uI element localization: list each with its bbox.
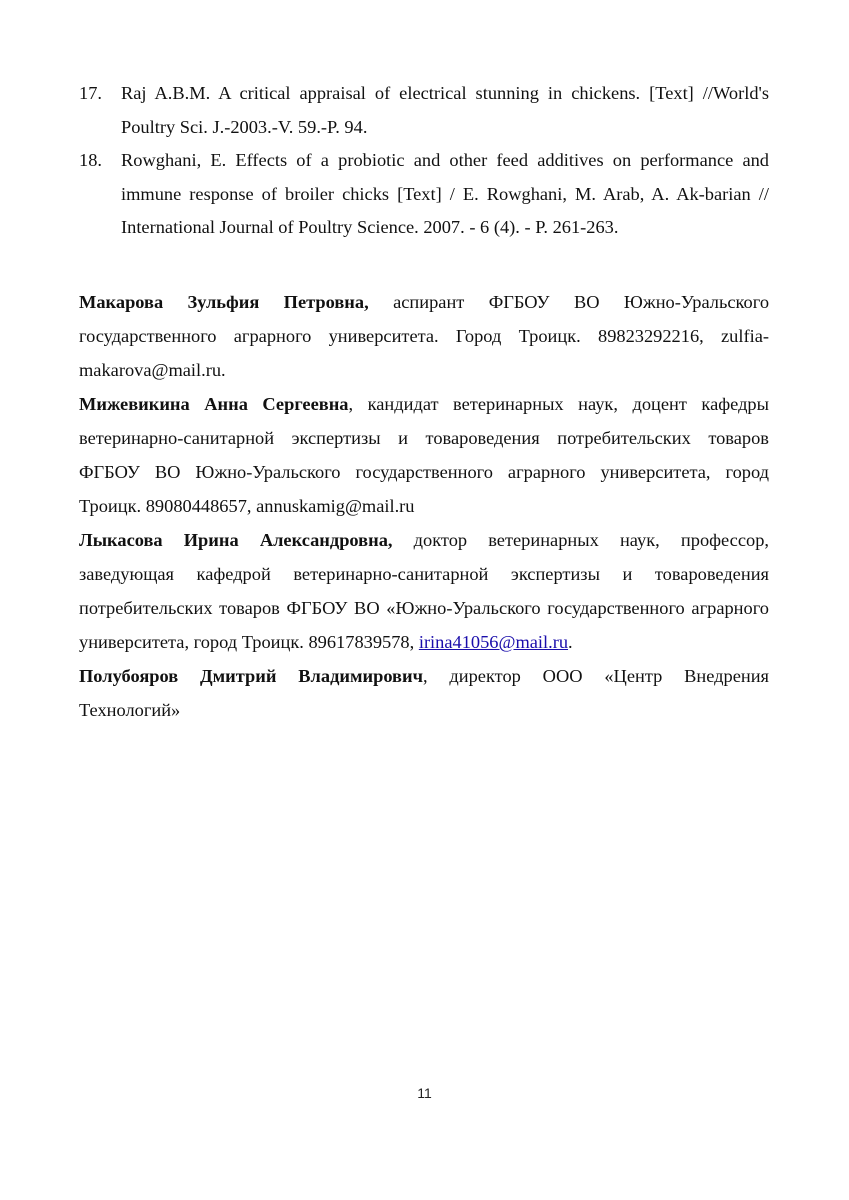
reference-text: Raj A.B.M. A critical appraisal of electrical stunning in chickens. [Text] //World's Poultry Sci. J.-2003.-V. 59.-P. 94. bbox=[121, 83, 769, 137]
page-number: 11 bbox=[417, 1085, 432, 1101]
author-email-link[interactable]: irina41056@mail.ru bbox=[418, 632, 569, 652]
author-name: Мижевикина Анна Сергеевна bbox=[79, 394, 349, 414]
author-entry bbox=[79, 523, 769, 659]
author-name: Лыкасова Ирина Александровна, bbox=[79, 530, 393, 550]
author-entry bbox=[79, 387, 769, 523]
reference-item bbox=[79, 144, 769, 245]
author-name: Макарова Зульфия Петровна, bbox=[79, 292, 369, 312]
author-entry bbox=[79, 285, 769, 387]
reference-list bbox=[79, 77, 769, 245]
reference-number: 17. bbox=[79, 83, 102, 103]
author-description: доктор ветеринарных наук, профессор, заведующая кафедрой ветеринарно-санитарной экспертизы и товароведения потребительских товаров ФГБОУ ВО «Южно-Уральского государственного аграрного университета, город Троицк. 89617839578, bbox=[79, 530, 769, 652]
reference-number: 18. bbox=[79, 150, 102, 170]
author-description: , директор ООО «Центр Внедрения Технологий» bbox=[79, 666, 769, 720]
reference-text: Rowghani, E. Effects of a probiotic and other feed additives on performance and immune response of broiler chicks [Text] / E. Rowghani, M. Arab, A. Ak-barian // International Journal of Poultry Science. 2007. - 6 (4). - P. 261-263. bbox=[121, 150, 769, 237]
author-description: аспирант ФГБОУ ВО Южно-Уральского государственного аграрного университета. Город Троицк. 89823292216, zulfia-makarova@mail.ru. bbox=[79, 292, 770, 380]
author-suffix: . bbox=[568, 632, 573, 652]
author-info-section bbox=[79, 285, 769, 727]
reference-item bbox=[79, 77, 769, 144]
author-name: Полубояров Дмитрий Владимирович bbox=[79, 666, 423, 686]
author-entry bbox=[79, 659, 769, 727]
author-description: , кандидат ветеринарных наук, доцент кафедры ветеринарно-санитарной экспертизы и товароведения потребительских товаров ФГБОУ ВО Южно-Уральского государственного аграрного университета, город Троицк. 89080448657, annuskamig@mail.ru bbox=[79, 394, 769, 516]
